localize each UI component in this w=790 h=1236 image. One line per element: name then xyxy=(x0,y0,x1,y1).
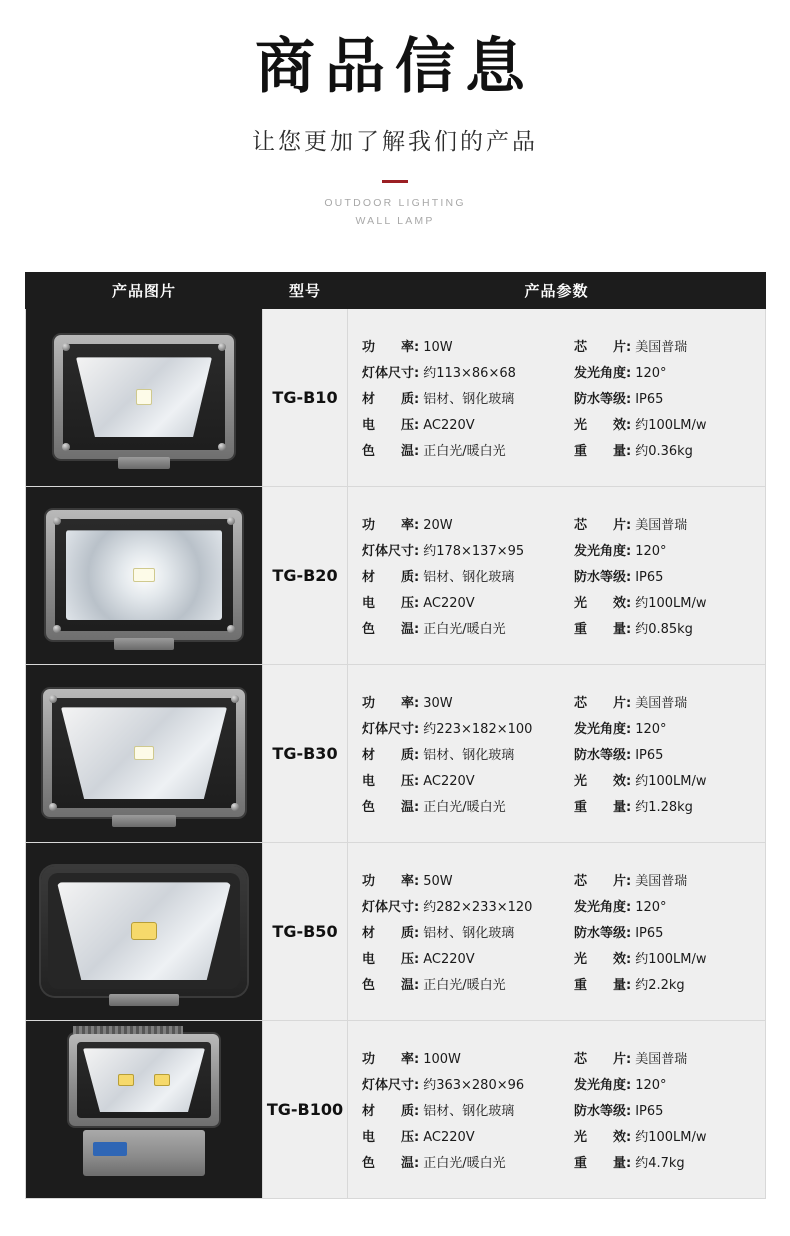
value-chip: 美国普瑞 xyxy=(635,873,688,889)
value-material: 铝材、钢化玻璃 xyxy=(423,569,515,585)
value-beam-angle: 120° xyxy=(635,721,667,737)
table-row xyxy=(26,1020,766,1198)
label-power: 功 率: xyxy=(362,517,420,533)
value-color-temp: 正白光/暖白光 xyxy=(423,1155,506,1171)
value-beam-angle: 120° xyxy=(635,1077,667,1093)
model-cell: TG-B10 xyxy=(263,308,348,486)
value-power: 50W xyxy=(423,873,453,889)
value-efficacy: 约100LM/w xyxy=(635,1129,707,1145)
header-product-image: 产品图片 xyxy=(26,272,263,308)
parameters-cell xyxy=(348,842,766,1020)
value-power: 10W xyxy=(423,339,453,355)
label-efficacy: 光 效: xyxy=(574,595,632,611)
label-chip: 芯 片: xyxy=(574,695,632,711)
value-efficacy: 约100LM/w xyxy=(635,417,707,433)
label-voltage: 电 压: xyxy=(362,595,420,611)
value-waterproof: IP65 xyxy=(635,569,664,585)
label-chip: 芯 片: xyxy=(574,873,632,889)
table-row xyxy=(26,842,766,1020)
value-efficacy: 约100LM/w xyxy=(635,773,707,789)
value-size: 约178×137×95 xyxy=(423,543,525,559)
product-image-cell xyxy=(26,842,263,1020)
label-voltage: 电 压: xyxy=(362,1129,420,1145)
label-voltage: 电 压: xyxy=(362,773,420,789)
label-waterproof: 防水等级: xyxy=(574,925,632,941)
value-voltage: AC220V xyxy=(423,595,475,611)
floodlight-100w-icon xyxy=(26,1021,262,1198)
label-voltage: 电 压: xyxy=(362,417,420,433)
model-cell: TG-B20 xyxy=(263,486,348,664)
table-header-row xyxy=(26,272,766,308)
label-size: 灯体尺寸: xyxy=(362,1077,420,1093)
label-chip: 芯 片: xyxy=(574,517,632,533)
page-header xyxy=(0,0,790,230)
label-size: 灯体尺寸: xyxy=(362,365,420,381)
label-color-temp: 色 温: xyxy=(362,443,420,459)
label-material: 材 质: xyxy=(362,391,420,407)
label-beam-angle: 发光角度: xyxy=(574,543,632,559)
value-color-temp: 正白光/暖白光 xyxy=(423,799,506,815)
product-image-cell xyxy=(26,308,263,486)
floodlight-20w-icon xyxy=(26,487,262,664)
label-weight: 重 量: xyxy=(574,621,632,637)
label-waterproof: 防水等级: xyxy=(574,391,632,407)
model-cell: TG-B30 xyxy=(263,664,348,842)
label-waterproof: 防水等级: xyxy=(574,1103,632,1119)
value-weight: 约0.36kg xyxy=(635,443,693,459)
title-divider xyxy=(382,180,408,183)
label-color-temp: 色 温: xyxy=(362,977,420,993)
label-power: 功 率: xyxy=(362,873,420,889)
value-voltage: AC220V xyxy=(423,1129,475,1145)
label-size: 灯体尺寸: xyxy=(362,899,420,915)
label-chip: 芯 片: xyxy=(574,1051,632,1067)
table-row xyxy=(26,486,766,664)
value-voltage: AC220V xyxy=(423,773,475,789)
label-material: 材 质: xyxy=(362,747,420,763)
label-color-temp: 色 温: xyxy=(362,1155,420,1171)
value-beam-angle: 120° xyxy=(635,365,667,381)
value-efficacy: 约100LM/w xyxy=(635,951,707,967)
product-image-cell xyxy=(26,1020,263,1198)
value-power: 30W xyxy=(423,695,453,711)
value-power: 20W xyxy=(423,517,453,533)
label-efficacy: 光 效: xyxy=(574,1129,632,1145)
label-material: 材 质: xyxy=(362,1103,420,1119)
label-beam-angle: 发光角度: xyxy=(574,721,632,737)
value-chip: 美国普瑞 xyxy=(635,695,688,711)
label-weight: 重 量: xyxy=(574,977,632,993)
value-efficacy: 约100LM/w xyxy=(635,595,707,611)
label-waterproof: 防水等级: xyxy=(574,569,632,585)
floodlight-30w-icon xyxy=(26,665,262,842)
value-waterproof: IP65 xyxy=(635,391,664,407)
value-weight: 约4.7kg xyxy=(635,1155,685,1171)
label-color-temp: 色 温: xyxy=(362,799,420,815)
value-beam-angle: 120° xyxy=(635,899,667,915)
parameters-cell xyxy=(348,308,766,486)
value-color-temp: 正白光/暖白光 xyxy=(423,977,506,993)
value-color-temp: 正白光/暖白光 xyxy=(423,443,506,459)
value-chip: 美国普瑞 xyxy=(635,339,688,355)
label-material: 材 质: xyxy=(362,925,420,941)
header-parameters: 产品参数 xyxy=(348,272,766,308)
label-beam-angle: 发光角度: xyxy=(574,1077,632,1093)
floodlight-50w-icon xyxy=(26,843,262,1020)
spec-table xyxy=(25,272,766,1199)
value-weight: 约2.2kg xyxy=(635,977,685,993)
label-voltage: 电 压: xyxy=(362,951,420,967)
page-subtitle: 让您更加了解我们的产品 xyxy=(252,129,538,156)
label-power: 功 率: xyxy=(362,695,420,711)
label-size: 灯体尺寸: xyxy=(362,543,420,559)
label-power: 功 率: xyxy=(362,339,420,355)
value-voltage: AC220V xyxy=(423,417,475,433)
page-title: 商品信息 xyxy=(255,32,535,102)
table-row xyxy=(26,664,766,842)
label-weight: 重 量: xyxy=(574,443,632,459)
label-color-temp: 色 温: xyxy=(362,621,420,637)
label-efficacy: 光 效: xyxy=(574,773,632,789)
floodlight-10w-icon xyxy=(26,309,262,486)
value-waterproof: IP65 xyxy=(635,1103,664,1119)
label-weight: 重 量: xyxy=(574,799,632,815)
value-waterproof: IP65 xyxy=(635,925,664,941)
value-size: 约113×86×68 xyxy=(423,365,516,381)
value-size: 约282×233×120 xyxy=(423,899,533,915)
product-image-cell xyxy=(26,486,263,664)
label-efficacy: 光 效: xyxy=(574,417,632,433)
value-size: 约223×182×100 xyxy=(423,721,533,737)
spec-table-wrapper xyxy=(25,272,765,1199)
value-color-temp: 正白光/暖白光 xyxy=(423,621,506,637)
label-weight: 重 量: xyxy=(574,1155,632,1171)
label-efficacy: 光 效: xyxy=(574,951,632,967)
value-waterproof: IP65 xyxy=(635,747,664,763)
label-beam-angle: 发光角度: xyxy=(574,899,632,915)
parameters-cell xyxy=(348,486,766,664)
table-row xyxy=(26,308,766,486)
header-english-line-1: OUTDOOR LIGHTING xyxy=(324,197,466,210)
label-material: 材 质: xyxy=(362,569,420,585)
value-chip: 美国普瑞 xyxy=(635,1051,688,1067)
model-cell: TG-B100 xyxy=(263,1020,348,1198)
value-voltage: AC220V xyxy=(423,951,475,967)
value-weight: 约0.85kg xyxy=(635,621,693,637)
header-model: 型号 xyxy=(263,272,348,308)
product-image-cell xyxy=(26,664,263,842)
value-weight: 约1.28kg xyxy=(635,799,693,815)
value-chip: 美国普瑞 xyxy=(635,517,688,533)
label-size: 灯体尺寸: xyxy=(362,721,420,737)
value-material: 铝材、钢化玻璃 xyxy=(423,391,515,407)
value-material: 铝材、钢化玻璃 xyxy=(423,747,515,763)
value-material: 铝材、钢化玻璃 xyxy=(423,1103,515,1119)
label-waterproof: 防水等级: xyxy=(574,747,632,763)
label-chip: 芯 片: xyxy=(574,339,632,355)
model-cell: TG-B50 xyxy=(263,842,348,1020)
value-material: 铝材、钢化玻璃 xyxy=(423,925,515,941)
label-power: 功 率: xyxy=(362,1051,420,1067)
label-beam-angle: 发光角度: xyxy=(574,365,632,381)
value-size: 约363×280×96 xyxy=(423,1077,525,1093)
value-power: 100W xyxy=(423,1051,461,1067)
parameters-cell xyxy=(348,1020,766,1198)
header-english-line-2: WALL LAMP xyxy=(355,214,435,227)
parameters-cell xyxy=(348,664,766,842)
value-beam-angle: 120° xyxy=(635,543,667,559)
